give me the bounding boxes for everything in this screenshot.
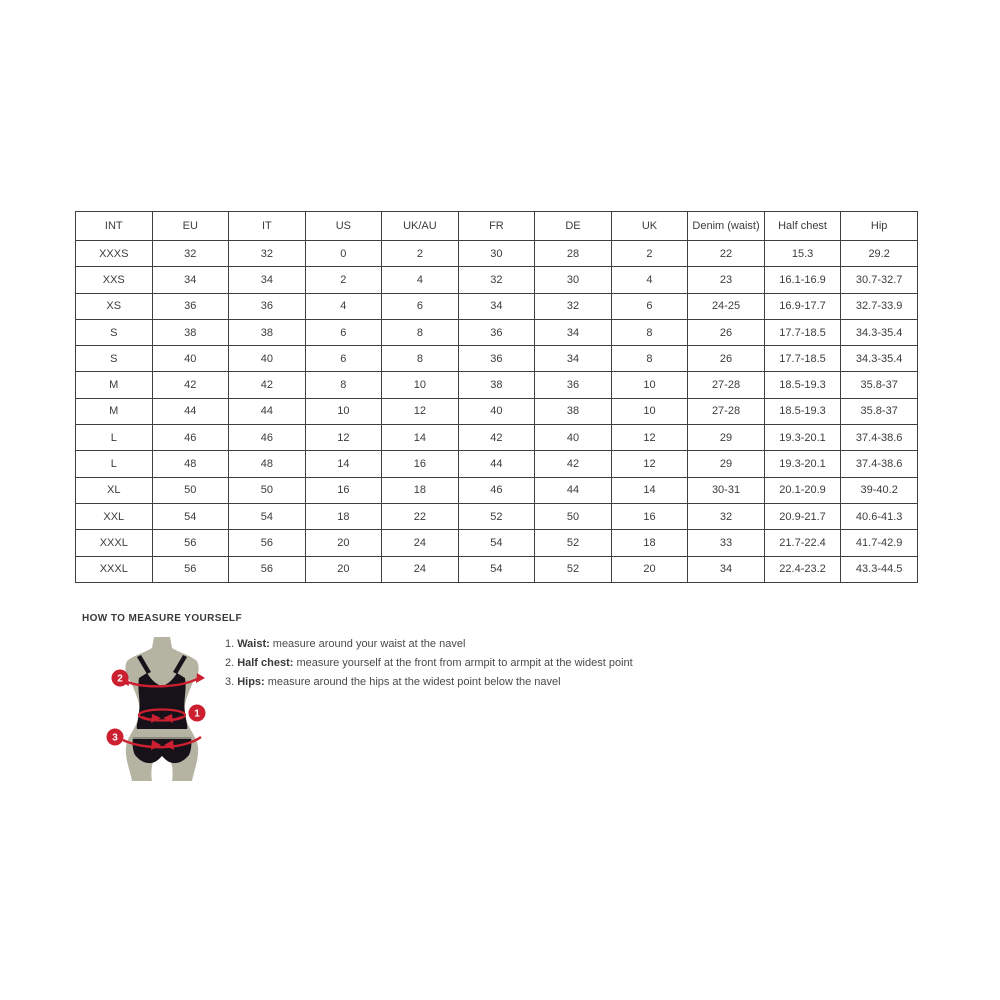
table-cell: 17.7-18.5 [764,319,841,345]
table-cell: 2 [305,267,382,293]
table-cell: 32 [229,241,306,267]
table-cell: 30.7-32.7 [841,267,918,293]
list-item-number: 3. [225,676,235,688]
table-cell: 10 [611,372,688,398]
table-cell: 18.5-19.3 [764,372,841,398]
table-cell: 32 [458,267,535,293]
table-cell: 34.3-35.4 [841,319,918,345]
table-cell: 40 [152,346,229,372]
table-row [76,346,918,372]
list-item-number: 2. [225,657,235,669]
table-cell: 8 [611,346,688,372]
table-cell: 52 [535,556,612,582]
measure-instruction-list [225,638,665,695]
table-cell: 41.7-42.9 [841,530,918,556]
table-cell: 6 [305,319,382,345]
table-cell: 34 [535,346,612,372]
table-cell: 28 [535,241,612,267]
table-cell: 8 [611,319,688,345]
column-header: Hip [841,212,918,241]
table-cell: 36 [458,346,535,372]
table-cell: M [76,398,153,424]
table-cell: 20.1-20.9 [764,477,841,503]
table-cell: 37.4-38.6 [841,451,918,477]
table-cell: 22.4-23.2 [764,556,841,582]
table-cell: 20.9-21.7 [764,503,841,529]
table-cell: 32 [152,241,229,267]
table-cell: 48 [152,451,229,477]
table-row [76,425,918,451]
table-cell: XXS [76,267,153,293]
table-cell: XXXL [76,530,153,556]
table-cell: 34 [458,293,535,319]
column-header: UK [611,212,688,241]
table-cell: 4 [305,293,382,319]
column-header: Denim (waist) [688,212,765,241]
table-cell: 48 [229,451,306,477]
table-header-row [76,212,918,241]
table-cell: 30-31 [688,477,765,503]
table-cell: L [76,451,153,477]
table-cell: S [76,319,153,345]
table-cell: 42 [458,425,535,451]
table-cell: 8 [382,346,459,372]
table-cell: 40 [535,425,612,451]
measure-section-heading: HOW TO MEASURE YOURSELF [82,613,242,624]
table-cell: 14 [382,425,459,451]
table-cell: 12 [611,425,688,451]
table-cell: 4 [611,267,688,293]
measurement-illustration [98,636,230,784]
table-row [76,267,918,293]
size-table-container [75,211,918,583]
table-cell: XS [76,293,153,319]
table-cell: 27-28 [688,398,765,424]
table-cell: 34 [152,267,229,293]
table-cell: 42 [152,372,229,398]
half-chest-arrowhead-right [196,673,205,683]
table-cell: 30 [458,241,535,267]
column-header: US [305,212,382,241]
table-cell: 0 [305,241,382,267]
table-cell: 32 [688,503,765,529]
column-header: UK/AU [382,212,459,241]
table-cell: 44 [152,398,229,424]
list-item [225,638,665,650]
table-cell: 46 [458,477,535,503]
table-cell: 42 [229,372,306,398]
table-cell: 26 [688,319,765,345]
table-cell: 20 [305,530,382,556]
table-cell: 17.7-18.5 [764,346,841,372]
table-cell: 2 [611,241,688,267]
table-cell: 16 [611,503,688,529]
table-cell: 54 [229,503,306,529]
table-cell: 50 [229,477,306,503]
table-cell: 56 [229,530,306,556]
table-cell: 10 [382,372,459,398]
table-cell: 30 [535,267,612,293]
table-cell: XL [76,477,153,503]
table-cell: 39-40.2 [841,477,918,503]
table-cell: 2 [382,241,459,267]
table-cell: 36 [152,293,229,319]
table-row [76,319,918,345]
table-row [76,477,918,503]
table-cell: 22 [382,503,459,529]
list-item-label: Half chest: [237,657,294,669]
table-cell: 6 [382,293,459,319]
table-cell: 24 [382,530,459,556]
half-chest-badge [112,670,129,687]
table-cell: 6 [305,346,382,372]
table-cell: 16.9-17.7 [764,293,841,319]
table-cell: 27-28 [688,372,765,398]
table-cell: 29 [688,451,765,477]
mannequin-figure-icon [98,636,230,784]
table-cell: 16.1-16.9 [764,267,841,293]
table-row [76,372,918,398]
table-cell: 20 [611,556,688,582]
table-cell: 21.7-22.4 [764,530,841,556]
table-cell: XXXL [76,556,153,582]
table-cell: XXL [76,503,153,529]
table-cell: 46 [229,425,306,451]
table-cell: 8 [382,319,459,345]
table-cell: 32.7-33.9 [841,293,918,319]
table-cell: 34 [688,556,765,582]
table-cell: 23 [688,267,765,293]
table-cell: 56 [229,556,306,582]
table-cell: 19.3-20.1 [764,451,841,477]
briefs [133,737,192,763]
table-cell: 16 [382,451,459,477]
waist-badge-number: 1 [194,708,200,720]
table-cell: 40 [458,398,535,424]
list-item-text: measure around the hips at the widest point below the navel [267,676,561,688]
table-cell: 12 [611,451,688,477]
table-cell: 36 [229,293,306,319]
table-row [76,451,918,477]
column-header: Half chest [764,212,841,241]
table-cell: 36 [458,319,535,345]
table-cell: 8 [305,372,382,398]
list-item-text: measure yourself at the front from armpit to armpit at the widest point [296,657,633,669]
table-cell: M [76,372,153,398]
table-row [76,530,918,556]
list-item-label: Hips: [237,676,265,688]
table-cell: 34 [229,267,306,293]
table-cell: 52 [458,503,535,529]
table-cell: 38 [152,319,229,345]
table-cell: 16 [305,477,382,503]
table-cell: 29.2 [841,241,918,267]
table-cell: 40 [229,346,306,372]
table-cell: 14 [305,451,382,477]
list-item-number: 1. [225,638,235,650]
table-row [76,398,918,424]
table-row [76,293,918,319]
table-cell: 18.5-19.3 [764,398,841,424]
table-cell: 43.3-44.5 [841,556,918,582]
table-cell: 34.3-35.4 [841,346,918,372]
table-cell: 38 [535,398,612,424]
table-cell: 36 [535,372,612,398]
table-cell: 54 [458,530,535,556]
table-cell: 12 [382,398,459,424]
list-item-text: measure around your waist at the navel [272,638,466,650]
size-table [75,211,918,583]
list-item [225,676,665,688]
half-chest-badge-number: 2 [117,673,123,685]
column-header: DE [535,212,612,241]
table-cell: 40.6-41.3 [841,503,918,529]
list-item-label: Waist: [237,638,270,650]
table-cell: 35.8-37 [841,398,918,424]
table-cell: 24 [382,556,459,582]
table-cell: 14 [611,477,688,503]
list-item [225,657,665,669]
table-row [76,556,918,582]
table-cell: 44 [535,477,612,503]
table-cell: 15.3 [764,241,841,267]
table-cell: 50 [152,477,229,503]
column-header: FR [458,212,535,241]
table-cell: 6 [611,293,688,319]
table-cell: 12 [305,425,382,451]
table-cell: 54 [152,503,229,529]
table-cell: L [76,425,153,451]
table-cell: 38 [458,372,535,398]
table-cell: 18 [611,530,688,556]
column-header: IT [229,212,306,241]
column-header: EU [152,212,229,241]
table-cell: 56 [152,530,229,556]
table-cell: 18 [382,477,459,503]
table-cell: 44 [458,451,535,477]
table-cell: 52 [535,530,612,556]
table-cell: 18 [305,503,382,529]
table-cell: 20 [305,556,382,582]
table-cell: 38 [229,319,306,345]
briefs-waistband [133,737,191,739]
table-cell: 50 [535,503,612,529]
table-cell: S [76,346,153,372]
table-cell: 56 [152,556,229,582]
table-cell: 26 [688,346,765,372]
table-cell: 54 [458,556,535,582]
hips-badge-number: 3 [112,732,118,744]
table-cell: 24-25 [688,293,765,319]
table-cell: 37.4-38.6 [841,425,918,451]
table-cell: 29 [688,425,765,451]
table-cell: 10 [611,398,688,424]
table-cell: 32 [535,293,612,319]
table-cell: 10 [305,398,382,424]
table-cell: 19.3-20.1 [764,425,841,451]
table-cell: 44 [229,398,306,424]
table-cell: 46 [152,425,229,451]
table-cell: 42 [535,451,612,477]
table-row [76,241,918,267]
hips-badge [107,729,124,746]
table-cell: 22 [688,241,765,267]
table-cell: 34 [535,319,612,345]
table-cell: XXXS [76,241,153,267]
waist-badge [189,705,206,722]
table-cell: 33 [688,530,765,556]
table-row [76,503,918,529]
table-cell: 35.8-37 [841,372,918,398]
column-header: INT [76,212,153,241]
table-cell: 4 [382,267,459,293]
